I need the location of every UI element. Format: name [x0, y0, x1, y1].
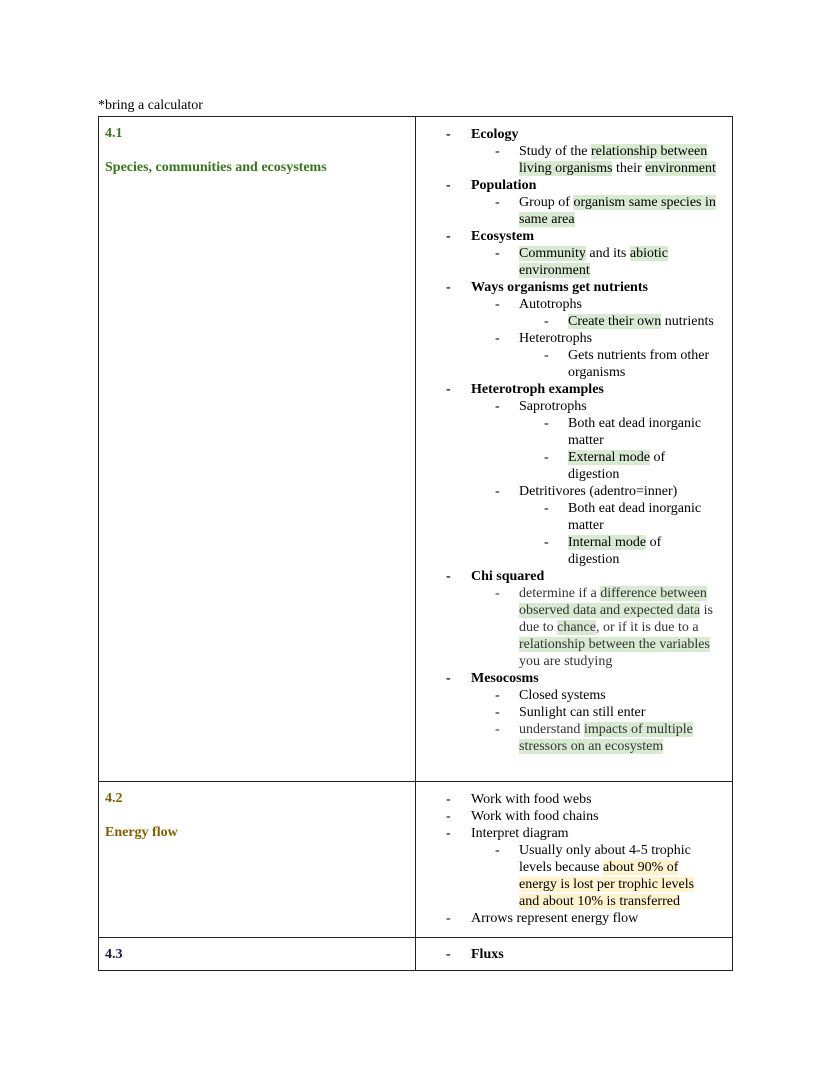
notes-cell [416, 938, 733, 971]
notes-cell [416, 117, 733, 782]
topic-number: 4.2 [105, 791, 123, 806]
list-item: - determine if a difference between observed data and expected data is due to chance, or if it is due to a relationship between the variables you are studying [495, 586, 713, 669]
list-item: - External mode of digestion [544, 450, 666, 482]
list-item: - Create their own nutrients [544, 314, 714, 329]
list-item: - Arrows represent energy flow [446, 911, 639, 926]
list-item: - Chi squared [446, 569, 545, 584]
list-item: - Ecosystem [446, 229, 534, 244]
table-row [99, 782, 733, 938]
list-item: - Gets nutrients from other organisms [544, 348, 710, 380]
list-item: - Group of organism same species in same area [495, 195, 716, 227]
table-row [99, 938, 733, 971]
list-item: - Saprotrophs [495, 399, 587, 414]
list-item: - Work with food webs [446, 792, 592, 807]
topic-outline-table [98, 116, 733, 971]
list-item: - Internal mode of digestion [544, 535, 662, 567]
list-item: - Ecology [446, 127, 519, 142]
list-item: - Mesocosms [446, 671, 539, 686]
topic-title: Energy flow [105, 825, 178, 840]
list-item: - Interpret diagram [446, 826, 569, 841]
list-item: - Study of the relationship between living organisms their environment [495, 144, 716, 176]
notes-list [416, 938, 732, 969]
list-item: - Detritivores (adentro=inner) [495, 484, 678, 499]
list-item: - Sunlight can still enter [495, 705, 646, 720]
list-item: - Usually only about 4-5 trophic levels because about 90% of energy is lost per trophic levels and about 10% is transferred [495, 843, 695, 909]
topic-number: 4.1 [105, 126, 123, 141]
topic-cell [99, 938, 416, 971]
list-item: - Heterotrophs [495, 331, 593, 346]
list-item: - Heterotroph examples [446, 382, 604, 397]
list-item: - Population [446, 178, 537, 193]
notes-list [416, 782, 732, 937]
notes-list [416, 117, 732, 765]
topic-number: 4.3 [105, 947, 123, 962]
list-item: - understand impacts of multiple stressors on an ecosystem [495, 722, 693, 754]
list-item: - Ways organisms get nutrients [446, 280, 648, 295]
list-item: - Autotrophs [495, 297, 582, 312]
topic-title: Species, communities and ecosystems [105, 160, 327, 175]
list-item: - Fluxs [446, 947, 504, 962]
list-item: - Community and its abiotic environment [495, 246, 668, 278]
list-item: - Both eat dead inorganic matter [544, 416, 702, 448]
topic-cell [99, 117, 416, 782]
table-row [99, 117, 733, 782]
calculator-note: *bring a calculator [98, 98, 203, 113]
topic-cell [99, 782, 416, 938]
list-item: - Closed systems [495, 688, 606, 703]
notes-cell [416, 782, 733, 938]
list-item: - Both eat dead inorganic matter [544, 501, 702, 533]
list-item: - Work with food chains [446, 809, 599, 824]
